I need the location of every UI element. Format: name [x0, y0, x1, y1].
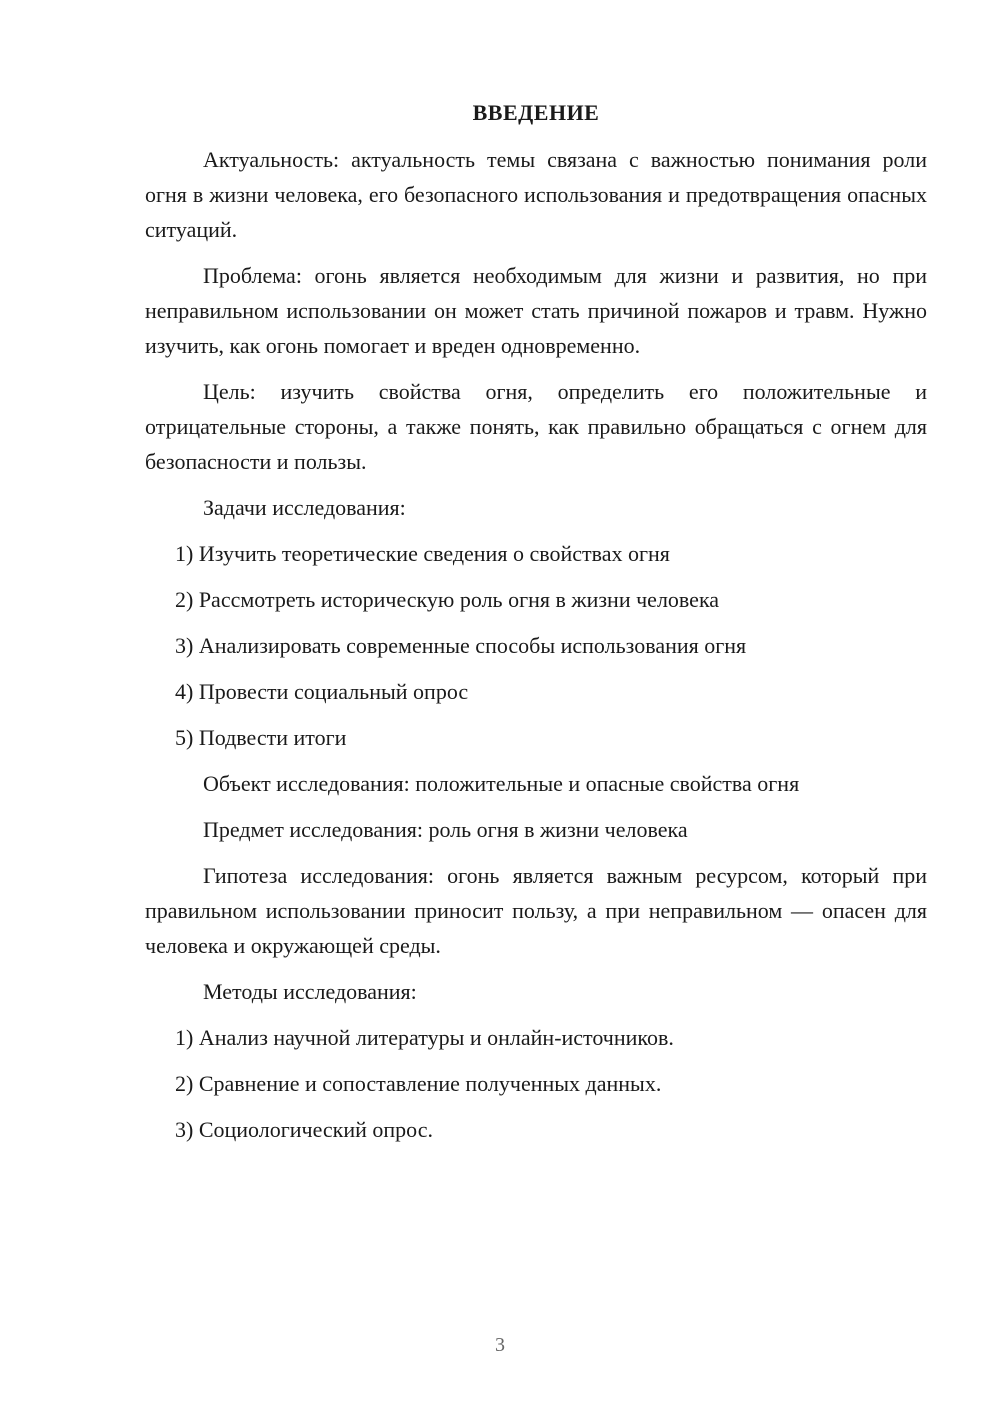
page-number: 3	[495, 1334, 505, 1356]
relevance-paragraph: Актуальность: актуальность темы связана с важностью понимания роли огня в жизни человека, его безопасного использования и предотвращения опасных ситуаций.	[145, 147, 927, 242]
hypothesis-paragraph: Гипотеза исследования: огонь является важным ресурсом, который при правильном использовании приносит пользу, а при неправильном — опасен для человека и окружающей среды.	[145, 863, 927, 958]
task-item-1: 1) Изучить теоретические сведения о свойствах огня	[175, 541, 670, 566]
goal-paragraph: Цель: изучить свойства огня, определить его положительные и отрицательные стороны, а также понять, как правильно обращаться с огнем для безопасности и пользы.	[145, 379, 927, 474]
method-item-1: 1) Анализ научной литературы и онлайн-источников.	[175, 1025, 674, 1050]
research-subject: Предмет исследования: роль огня в жизни человека	[203, 817, 688, 842]
method-item-3: 3) Социологический опрос.	[175, 1117, 433, 1142]
task-item-5: 5) Подвести итоги	[175, 725, 347, 750]
methods-heading: Методы исследования:	[203, 979, 417, 1004]
tasks-heading: Задачи исследования:	[203, 495, 406, 520]
page-title: ВВЕДЕНИЕ	[472, 100, 600, 125]
problem-paragraph: Проблема: огонь является необходимым для жизни и развития, но при неправильном использовании он может стать причиной пожаров и травм. Нужно изучить, как огонь помогает и вреден одновременно.	[145, 263, 927, 358]
tasks-list	[145, 536, 927, 755]
task-item-3: 3) Анализировать современные способы использования огня	[175, 633, 747, 658]
methods-list	[145, 1020, 927, 1147]
task-item-2: 2) Рассмотреть историческую роль огня в жизни человека	[175, 587, 720, 612]
page-body	[145, 95, 927, 1158]
task-item-4: 4) Провести социальный опрос	[175, 679, 469, 704]
method-item-2: 2) Сравнение и сопоставление полученных данных.	[175, 1071, 662, 1096]
research-object: Объект исследования: положительные и опасные свойства огня	[203, 771, 800, 796]
